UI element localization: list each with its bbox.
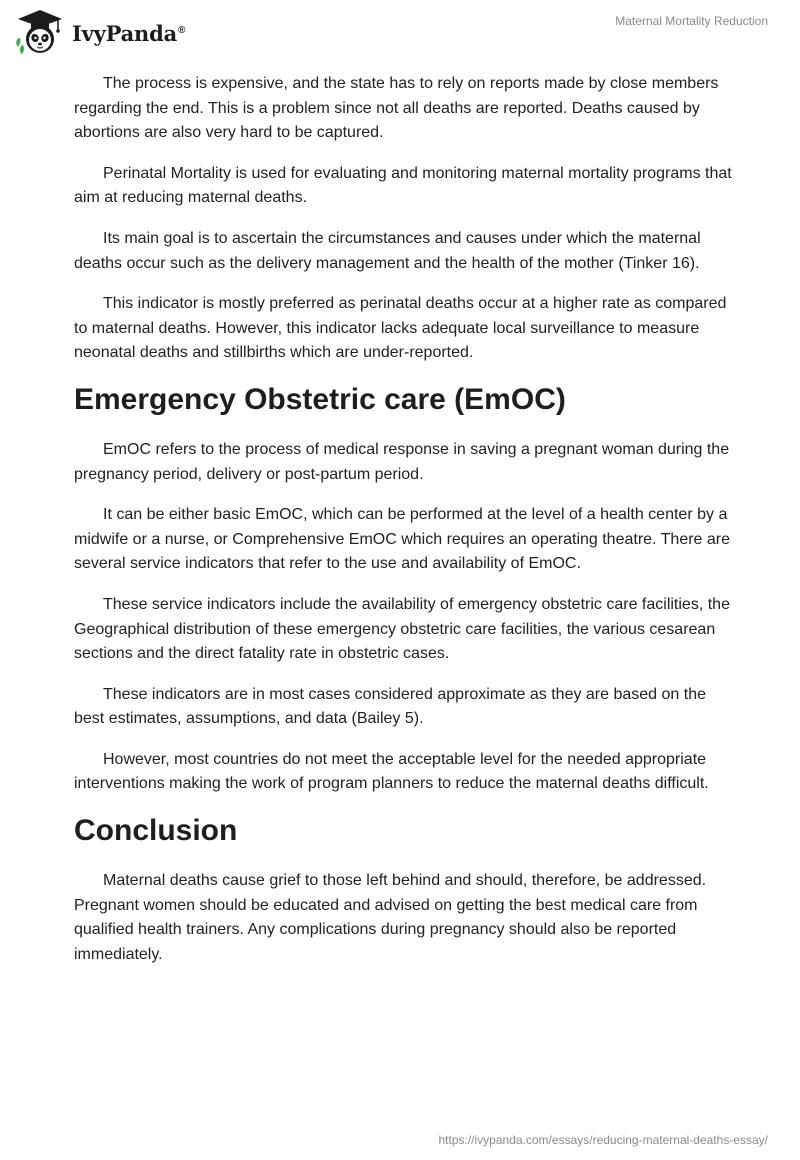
essay-content: [74, 72, 734, 983]
body-paragraph: This indicator is mostly preferred as perinatal deaths occur at a higher rate as compared to maternal deaths. However, this indicator lacks adequate local surveillance to measure neonatal deaths and stillbirths which are under-reported.: [74, 295, 727, 362]
body-paragraph: Maternal deaths cause grief to those left behind and should, therefore, be addressed. Pregnant women should be educated and advised on getting the best medical care from qualified health trainers. Any complications during pregnancy should also be reported immediately.: [74, 872, 707, 963]
body-paragraph: It can be either basic EmOC, which can be performed at the level of a health center by a midwife or a nurse, or Comprehensive EmOC which requires an operating theatre. There are several service indicators that refer to the use and availability of EmOC.: [74, 506, 731, 573]
body-paragraph: These service indicators include the availability of emergency obstetric care facilities, the Geographical distribution of these emergency obstetric care facilities, the various cesarean sections and the direct fatality rate in obstetric cases.: [74, 595, 730, 663]
section-heading-conclusion: Conclusion: [74, 814, 238, 848]
body-paragraph: The process is expensive, and the state has to rely on reports made by close members regarding the end. This is a problem since not all deaths are reported. Deaths caused by abortions are also very hard to be captured.: [74, 75, 719, 142]
page-header: [0, 0, 800, 62]
body-paragraph: Its main goal is to ascertain the circumstances and causes under which the maternal deaths occur such as the delivery management and the health of the mother (Tinker 16).: [74, 229, 701, 272]
body-paragraph: These indicators are in most cases considered approximate as they are based on the best estimates, assumptions, and data (Bailey 5).: [74, 685, 706, 728]
panda-graduation-cap-icon: [14, 8, 66, 56]
body-paragraph: Perinatal Mortality is used for evaluating and monitoring maternal mortality programs that aim at reducing maternal deaths.: [74, 164, 732, 207]
section-heading-emoc: Emergency Obstetric care (EmOC): [74, 382, 566, 416]
body-paragraph: However, most countries do not meet the acceptable level for the needed appropriate interventions making the work of program planners to reduce the maternal deaths difficult.: [74, 750, 709, 793]
body-paragraph: EmOC refers to the process of medical response in saving a pregnant woman during the pregnancy period, delivery or post-partum period.: [74, 440, 730, 483]
source-url[interactable]: https://ivypanda.com/essays/reducing-maternal-deaths-essay/: [438, 1133, 768, 1147]
brand-name: IvyPanda®: [72, 20, 186, 46]
registered-mark: ®: [178, 24, 186, 36]
document-title: Maternal Mortality Reduction: [615, 14, 768, 28]
ivypanda-logo[interactable]: [14, 8, 185, 56]
